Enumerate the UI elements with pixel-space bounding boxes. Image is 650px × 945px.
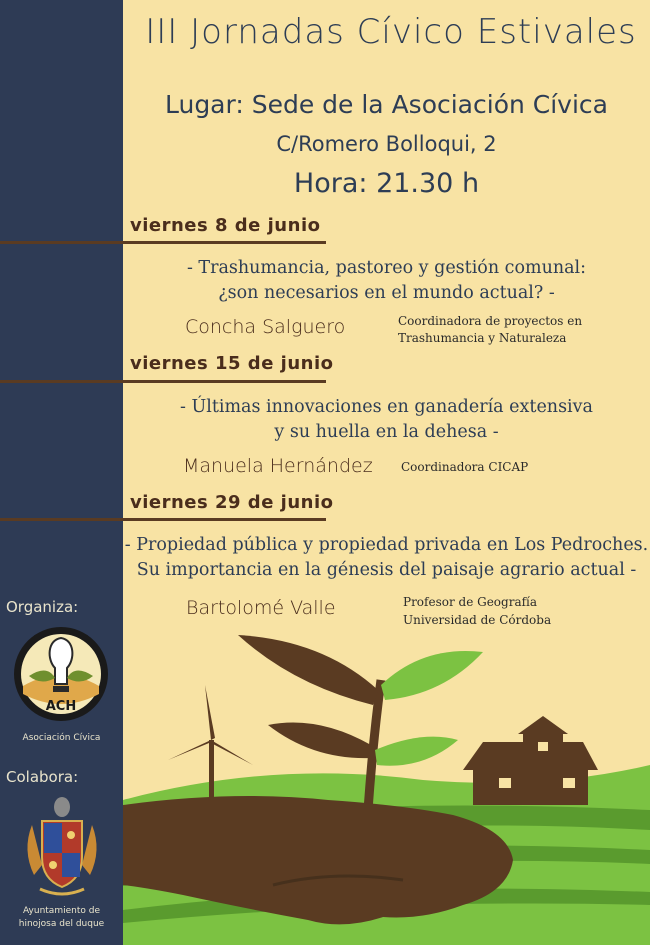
collab-name-line2: hinojosa del duque xyxy=(18,919,105,929)
session-speaker: Bartolomé Valle xyxy=(186,597,336,619)
org-logo-text: ACH xyxy=(45,699,77,714)
colabora-label: Colabora: xyxy=(6,768,79,786)
session-topic-line1: - Propiedad pública y propiedad privada en Los Pedroches. xyxy=(124,535,649,555)
venue-line-2: C/Romero Bolloqui, 2 xyxy=(276,132,497,156)
session-date: viernes 29 de junio xyxy=(130,492,334,513)
session-topic-line1: - Trashumancia, pastoreo y gestión comunal: xyxy=(186,258,587,278)
collab-name-line1: Ayuntamiento de xyxy=(23,906,100,916)
sidebar xyxy=(0,0,123,945)
farmhouse-icon xyxy=(463,716,598,805)
lightbulb-logo-icon xyxy=(9,624,113,724)
session-topic-line2: Su importancia en la génesis del paisaje agrario actual - xyxy=(136,560,637,580)
session-topic-line2: ¿son necesarios en el mundo actual? - xyxy=(218,283,555,303)
event-time: Hora: 21.30 h xyxy=(293,168,480,199)
divider-rule xyxy=(0,241,326,244)
session-role-line2: Universidad de Córdoba xyxy=(403,613,552,627)
session-role-line2: Trashumancia y Naturaleza xyxy=(398,331,567,345)
organiza-label: Organiza: xyxy=(6,598,79,616)
landscape-illustration xyxy=(123,630,650,945)
session-topic-line1: - Últimas innovaciones en ganadería extensiva xyxy=(180,397,593,417)
session-date: viernes 15 de junio xyxy=(130,353,334,374)
coat-of-arms-icon xyxy=(22,795,102,900)
event-title: III Jornadas Cívico Estivales xyxy=(145,12,637,52)
divider-rule xyxy=(0,518,326,521)
session-role-line1: Coordinadora CICAP xyxy=(401,460,529,474)
session-role-line1: Profesor de Geografía xyxy=(403,595,538,609)
session-speaker: Manuela Hernández xyxy=(183,455,373,477)
session-speaker: Concha Salguero xyxy=(185,316,346,338)
session-role-line1: Coordinadora de proyectos en xyxy=(398,314,583,328)
org-name: Asociación Cívica xyxy=(22,733,101,743)
poster-main xyxy=(123,0,650,945)
session-topic-line2: y su huella en la dehesa - xyxy=(274,422,499,442)
divider-rule xyxy=(0,380,326,383)
venue-line-1: Lugar: Sede de la Asociación Cívica xyxy=(164,90,608,119)
session-date: viernes 8 de junio xyxy=(130,215,321,236)
